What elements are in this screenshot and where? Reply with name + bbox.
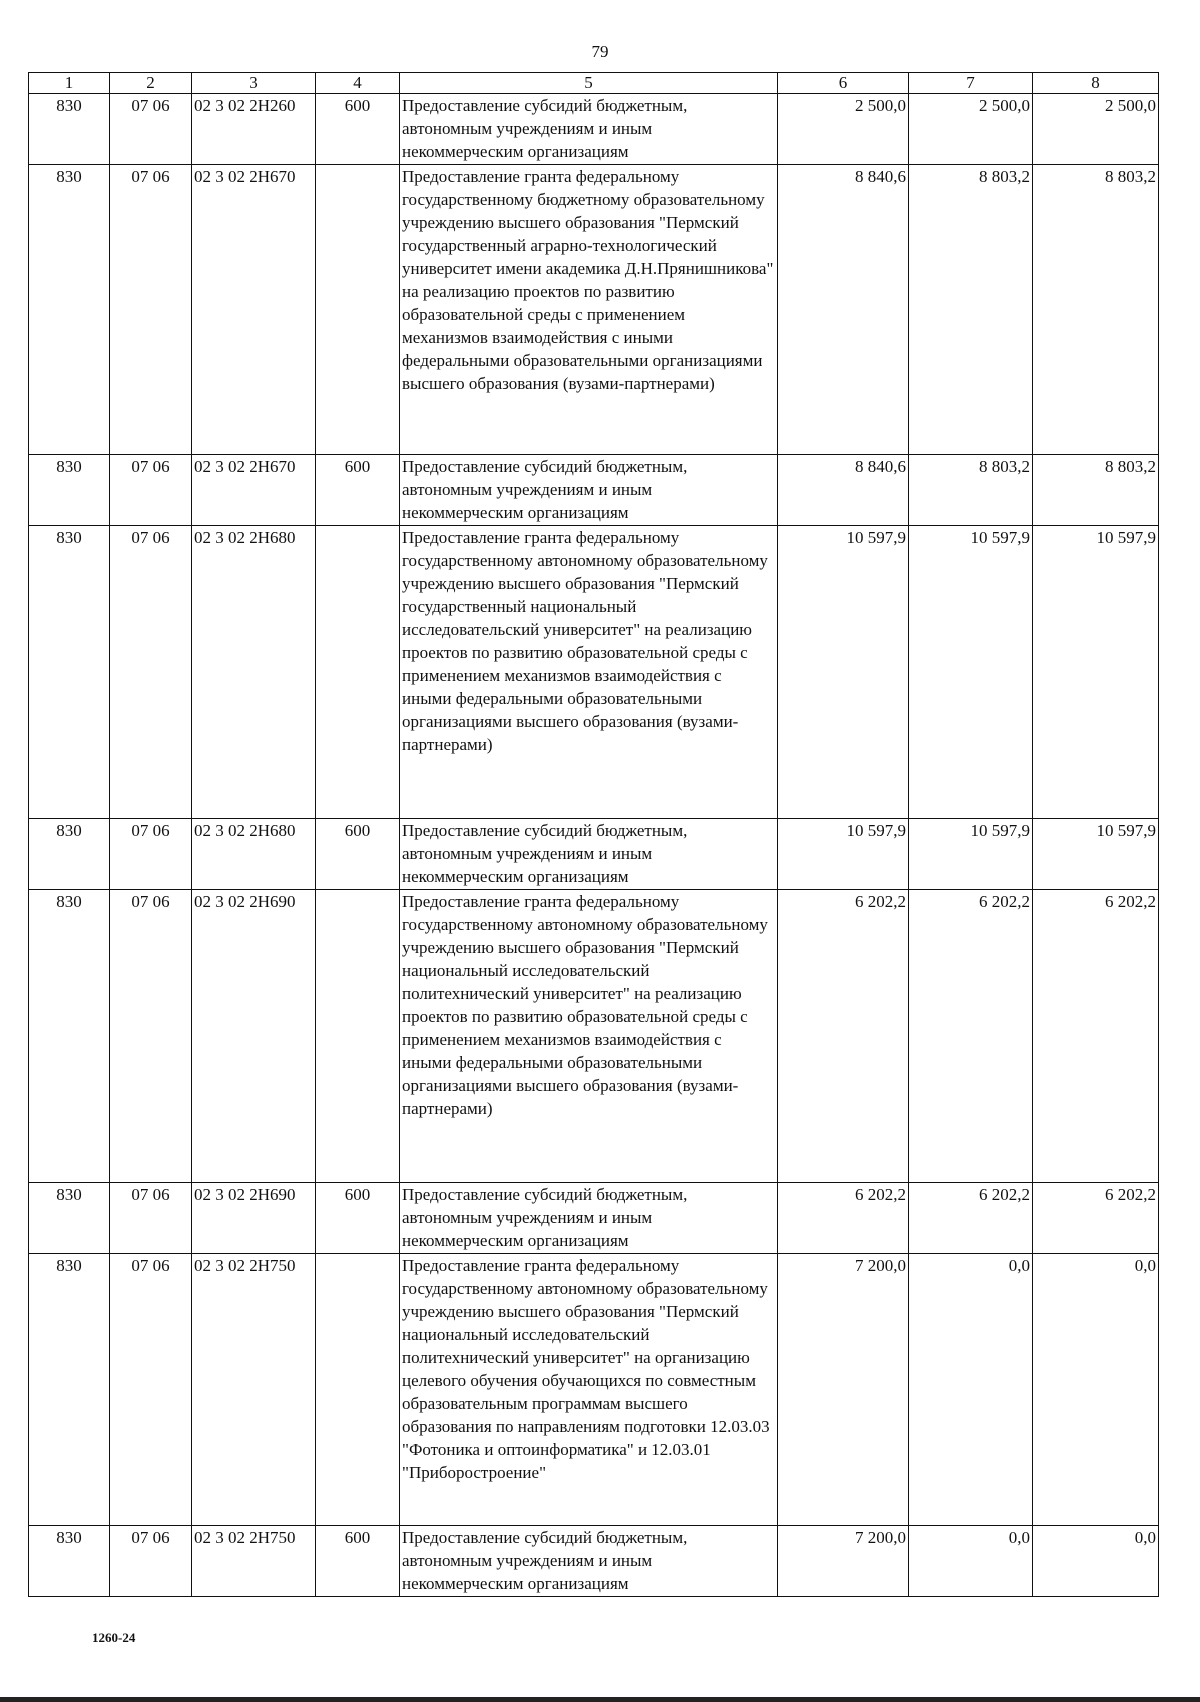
section-code-cell: 07 06 [110,819,192,890]
section-code-cell: 07 06 [110,455,192,526]
expense-type-cell: 600 [316,819,400,890]
section-code-cell: 07 06 [110,890,192,1183]
header-cell: 6 [778,73,909,94]
target-article-cell: 02 3 02 2Н750 [192,1526,316,1597]
amount-col8-cell: 0,0 [1033,1254,1159,1526]
amount-col7-cell: 8 803,2 [909,455,1033,526]
description-cell: Предоставление субсидий бюджетным, автономным учреждениям и иным некоммерческим организациям [400,1183,778,1254]
table-row [29,1183,1159,1254]
amount-col7-cell: 6 202,2 [909,890,1033,1183]
section-code-cell: 07 06 [110,1526,192,1597]
table-row [29,526,1159,819]
amount-col8-cell: 10 597,9 [1033,819,1159,890]
table-row [29,819,1159,890]
amount-col6-cell: 8 840,6 [778,455,909,526]
ministry-code-cell: 830 [29,819,110,890]
description-cell: Предоставление гранта федеральному государственному автономному образовательному учреждению высшего образования "Пермский государственный национальный исследовательский университет" на реализацию проектов по развитию образовательной среды с применением механизмов взаимодействия с иными федеральными образовательными организациями высшего образования (вузами-партнерами) [400,526,778,819]
header-cell: 5 [400,73,778,94]
ministry-code-cell: 830 [29,94,110,165]
expense-type-cell [316,890,400,1183]
table-row [29,94,1159,165]
header-cell: 1 [29,73,110,94]
description-cell: Предоставление гранта федеральному государственному автономному образовательному учреждению высшего образования "Пермский национальный исследовательский политехнический университет" на организацию целевого обучения обучающихся по совместным образовательным программам высшего образования по направлениям подготовки 12.03.03 "Фотоника и оптоинформатика" и 12.03.01 "Приборостроение" [400,1254,778,1526]
target-article-cell: 02 3 02 2Н260 [192,94,316,165]
amount-col6-cell: 10 597,9 [778,819,909,890]
amount-col8-cell: 6 202,2 [1033,1183,1159,1254]
budget-table [28,72,1159,1597]
amount-col6-cell: 10 597,9 [778,526,909,819]
ministry-code-cell: 830 [29,1526,110,1597]
header-row [29,73,1159,94]
amount-col6-cell: 7 200,0 [778,1526,909,1597]
ministry-code-cell: 830 [29,1183,110,1254]
amount-col8-cell: 10 597,9 [1033,526,1159,819]
header-cell: 4 [316,73,400,94]
table-row [29,165,1159,455]
target-article-cell: 02 3 02 2Н680 [192,526,316,819]
target-article-cell: 02 3 02 2Н690 [192,890,316,1183]
expense-type-cell: 600 [316,455,400,526]
document-code: 1260-24 [92,1630,136,1645]
description-cell: Предоставление гранта федеральному государственному автономному образовательному учреждению высшего образования "Пермский национальный исследовательский политехнический университет" на реализацию проектов по развитию образовательной среды с применением механизмов взаимодействия с иными федеральными образовательными организациями высшего образования (вузами-партнерами) [400,890,778,1183]
expense-type-cell [316,1254,400,1526]
section-code-cell: 07 06 [110,1254,192,1526]
amount-col7-cell: 2 500,0 [909,94,1033,165]
target-article-cell: 02 3 02 2Н670 [192,165,316,455]
table-row [29,1254,1159,1526]
amount-col7-cell: 0,0 [909,1526,1033,1597]
table-row [29,1526,1159,1597]
description-cell: Предоставление субсидий бюджетным, автономным учреждениям и иным некоммерческим организациям [400,1526,778,1597]
section-code-cell: 07 06 [110,1183,192,1254]
amount-col7-cell: 6 202,2 [909,1183,1033,1254]
amount-col6-cell: 6 202,2 [778,1183,909,1254]
amount-col7-cell: 0,0 [909,1254,1033,1526]
amount-col8-cell: 6 202,2 [1033,890,1159,1183]
description-cell: Предоставление гранта федеральному государственному бюджетному образовательному учреждению высшего образования "Пермский государственный аграрно-технологический университет имени академика Д.Н.Прянишникова" на реализацию проектов по развитию образовательной среды с применением механизмов взаимодействия с иными федеральными образовательными организациями высшего образования (вузами-партнерами) [400,165,778,455]
expense-type-cell [316,526,400,819]
header-cell: 7 [909,73,1033,94]
amount-col7-cell: 8 803,2 [909,165,1033,455]
amount-col7-cell: 10 597,9 [909,526,1033,819]
ministry-code-cell: 830 [29,890,110,1183]
target-article-cell: 02 3 02 2Н750 [192,1254,316,1526]
ministry-code-cell: 830 [29,1254,110,1526]
target-article-cell: 02 3 02 2Н670 [192,455,316,526]
section-code-cell: 07 06 [110,165,192,455]
target-article-cell: 02 3 02 2Н680 [192,819,316,890]
description-cell: Предоставление субсидий бюджетным, автономным учреждениям и иным некоммерческим организациям [400,819,778,890]
header-cell: 8 [1033,73,1159,94]
table-header [29,73,1159,94]
expense-type-cell: 600 [316,94,400,165]
description-cell: Предоставление субсидий бюджетным, автономным учреждениям и иным некоммерческим организациям [400,455,778,526]
amount-col8-cell: 0,0 [1033,1526,1159,1597]
ministry-code-cell: 830 [29,165,110,455]
section-code-cell: 07 06 [110,526,192,819]
header-cell: 2 [110,73,192,94]
bottom-scan-edge [0,1697,1200,1702]
amount-col8-cell: 8 803,2 [1033,165,1159,455]
amount-col8-cell: 2 500,0 [1033,94,1159,165]
expense-type-cell: 600 [316,1526,400,1597]
amount-col6-cell: 6 202,2 [778,890,909,1183]
section-code-cell: 07 06 [110,94,192,165]
page-number: 79 [591,42,609,61]
description-cell: Предоставление субсидий бюджетным, автономным учреждениям и иным некоммерческим организациям [400,94,778,165]
ministry-code-cell: 830 [29,526,110,819]
amount-col7-cell: 10 597,9 [909,819,1033,890]
header-cell: 3 [192,73,316,94]
table-row [29,890,1159,1183]
expense-type-cell [316,165,400,455]
ministry-code-cell: 830 [29,455,110,526]
amount-col6-cell: 7 200,0 [778,1254,909,1526]
target-article-cell: 02 3 02 2Н690 [192,1183,316,1254]
amount-col6-cell: 8 840,6 [778,165,909,455]
amount-col6-cell: 2 500,0 [778,94,909,165]
amount-col8-cell: 8 803,2 [1033,455,1159,526]
expense-type-cell: 600 [316,1183,400,1254]
table-row [29,455,1159,526]
